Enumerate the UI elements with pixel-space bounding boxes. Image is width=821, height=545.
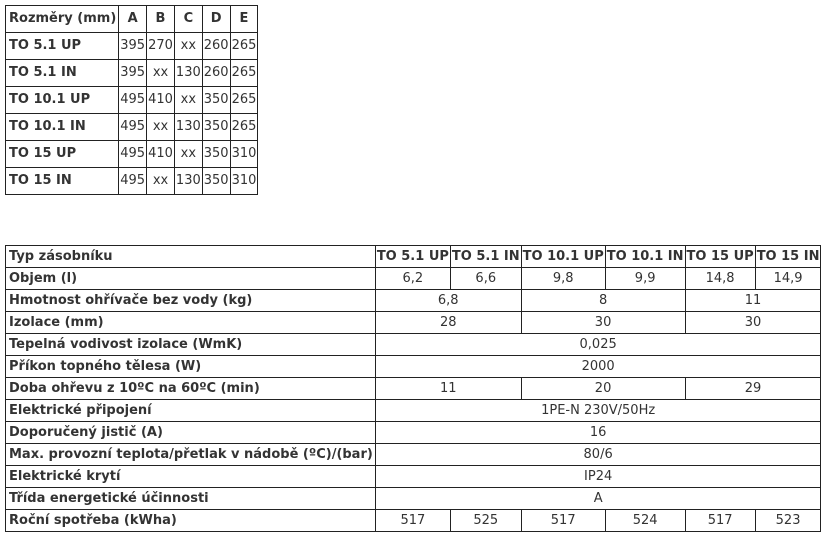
dimensions-cell: 495 [119, 87, 147, 114]
parameters-header-label: Typ zásobníku [6, 246, 376, 268]
parameter-value: 0,025 [375, 334, 821, 356]
dimensions-cell: 265 [230, 60, 258, 87]
dimensions-cell: 395 [119, 60, 147, 87]
parameter-value: 9,8 [521, 268, 605, 290]
dimensions-header-b: B [147, 6, 175, 33]
dimensions-cell: 130 [174, 60, 202, 87]
parameters-table-body [6, 246, 821, 532]
parameter-value: 14,8 [685, 268, 755, 290]
parameter-row [6, 444, 821, 466]
dimensions-cell: xx [174, 33, 202, 60]
dimensions-cell: 410 [147, 141, 175, 168]
parameter-value: 517 [685, 510, 755, 532]
parameter-label: Příkon topného tělesa (W) [6, 356, 376, 378]
dimensions-row [6, 87, 258, 114]
dimensions-cell: 310 [230, 141, 258, 168]
parameter-value: 9,9 [605, 268, 685, 290]
dimensions-cell: 350 [202, 141, 230, 168]
parameter-row [6, 312, 821, 334]
parameter-label: Třída energetické účinnosti [6, 488, 376, 510]
model-header: TO 15 IN [755, 246, 821, 268]
parameter-label: Doporučený jistič (A) [6, 422, 376, 444]
parameter-label: Objem (l) [6, 268, 376, 290]
parameter-row [6, 334, 821, 356]
parameter-value: 8 [521, 290, 685, 312]
parameter-value: 6,2 [375, 268, 450, 290]
dimensions-model-cell: TO 10.1 IN [6, 114, 119, 141]
parameter-row [6, 290, 821, 312]
dimensions-cell: 350 [202, 168, 230, 195]
parameter-row [6, 422, 821, 444]
dimensions-model-cell: TO 15 IN [6, 168, 119, 195]
dimensions-row [6, 60, 258, 87]
dimensions-model-cell: TO 5.1 IN [6, 60, 119, 87]
parameter-value: 2000 [375, 356, 821, 378]
dimensions-table-body [6, 6, 258, 195]
dimensions-header-label: Rozměry (mm) [6, 6, 119, 33]
parameters-header-row [6, 246, 821, 268]
model-header: TO 10.1 IN [605, 246, 685, 268]
dimensions-cell: 270 [147, 33, 175, 60]
dimensions-cell: 495 [119, 141, 147, 168]
parameter-value: 1PE-N 230V/50Hz [375, 400, 821, 422]
parameter-row [6, 488, 821, 510]
dimensions-cell: 310 [230, 168, 258, 195]
parameter-label: Elektrické krytí [6, 466, 376, 488]
parameter-label: Max. provozní teplota/přetlak v nádobě (ºC)/(bar) [6, 444, 376, 466]
parameter-value: 16 [375, 422, 821, 444]
parameter-label: Izolace (mm) [6, 312, 376, 334]
parameter-value: 20 [521, 378, 685, 400]
parameter-label: Doba ohřevu z 10ºC na 60ºC (min) [6, 378, 376, 400]
dimensions-model-cell: TO 10.1 UP [6, 87, 119, 114]
dimensions-cell: 265 [230, 87, 258, 114]
model-header: TO 5.1 IN [450, 246, 521, 268]
parameter-label: Roční spotřeba (kWha) [6, 510, 376, 532]
parameter-value: 29 [685, 378, 821, 400]
parameter-row [6, 510, 821, 532]
dimensions-cell: 260 [202, 33, 230, 60]
parameter-value: 28 [375, 312, 521, 334]
dimensions-model-cell: TO 15 UP [6, 141, 119, 168]
dimensions-row [6, 33, 258, 60]
dimensions-table [5, 5, 258, 195]
parameter-row [6, 268, 821, 290]
dimensions-cell: xx [174, 87, 202, 114]
parameter-value: 30 [521, 312, 685, 334]
dimensions-cell: 410 [147, 87, 175, 114]
parameter-value: 6,6 [450, 268, 521, 290]
parameter-value: 6,8 [375, 290, 521, 312]
dimensions-cell: xx [147, 114, 175, 141]
parameter-value: 523 [755, 510, 821, 532]
parameter-row [6, 356, 821, 378]
dimensions-model-cell: TO 5.1 UP [6, 33, 119, 60]
dimensions-cell: 260 [202, 60, 230, 87]
dimensions-cell: 495 [119, 168, 147, 195]
parameter-row [6, 466, 821, 488]
parameter-value: 517 [375, 510, 450, 532]
parameter-row [6, 378, 821, 400]
parameter-label: Elektrické připojení [6, 400, 376, 422]
dimensions-header-a: A [119, 6, 147, 33]
model-header: TO 10.1 UP [521, 246, 605, 268]
parameter-value: 30 [685, 312, 821, 334]
parameter-value: 11 [685, 290, 821, 312]
parameter-label: Tepelná vodivost izolace (WmK) [6, 334, 376, 356]
dimensions-cell: xx [147, 60, 175, 87]
dimensions-cell: 350 [202, 87, 230, 114]
dimensions-cell: 265 [230, 114, 258, 141]
dimensions-row [6, 168, 258, 195]
dimensions-header-d: D [202, 6, 230, 33]
dimensions-header-row [6, 6, 258, 33]
model-header: TO 15 UP [685, 246, 755, 268]
dimensions-cell: 130 [174, 114, 202, 141]
parameter-value: 80/6 [375, 444, 821, 466]
dimensions-cell: 395 [119, 33, 147, 60]
dimensions-cell: 265 [230, 33, 258, 60]
parameter-label: Hmotnost ohřívače bez vody (kg) [6, 290, 376, 312]
dimensions-cell: xx [147, 168, 175, 195]
parameter-value: 14,9 [755, 268, 821, 290]
dimensions-header-e: E [230, 6, 258, 33]
parameter-value: 517 [521, 510, 605, 532]
dimensions-cell: xx [174, 141, 202, 168]
dimensions-cell: 130 [174, 168, 202, 195]
parameter-value: A [375, 488, 821, 510]
parameter-value: 525 [450, 510, 521, 532]
parameter-row [6, 400, 821, 422]
model-header: TO 5.1 UP [375, 246, 450, 268]
parameters-table [5, 245, 821, 532]
dimensions-header-c: C [174, 6, 202, 33]
dimensions-cell: 350 [202, 114, 230, 141]
dimensions-cell: 495 [119, 114, 147, 141]
parameter-value: 524 [605, 510, 685, 532]
parameter-value: 11 [375, 378, 521, 400]
dimensions-row [6, 114, 258, 141]
parameter-value: IP24 [375, 466, 821, 488]
dimensions-row [6, 141, 258, 168]
